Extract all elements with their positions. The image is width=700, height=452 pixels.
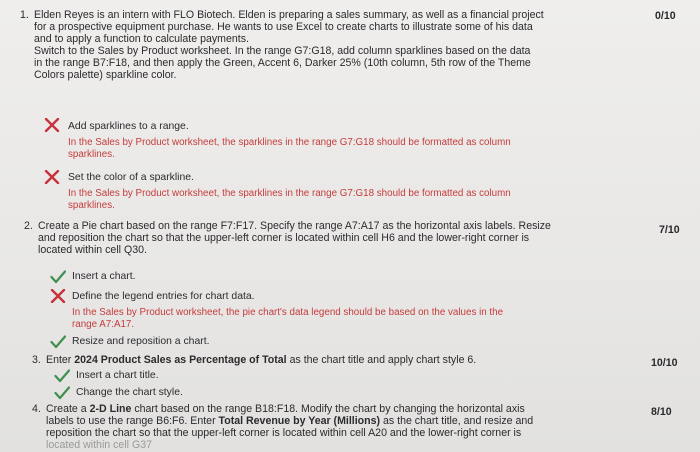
- question-number: 2.: [24, 220, 33, 232]
- check-label: Set the color of a sparkline.: [68, 172, 194, 183]
- question-text-line: Enter 2024 Product Sales as Percentage of Total as the chart title and apply chart style 6.: [46, 354, 477, 366]
- check-label: Insert a chart.: [72, 271, 136, 282]
- question-score: 0/10: [655, 10, 676, 22]
- x-mark-icon: [44, 170, 60, 184]
- checkmark-icon: [50, 335, 66, 349]
- chart-title-text: 2024 Product Sales as Percentage of Total: [74, 354, 287, 366]
- question-text-line: reposition the chart so that the upper-left corner is located within cell A20 and the lower-right corner is: [46, 427, 522, 439]
- question-score: 8/10: [651, 406, 672, 418]
- check-feedback: range A7:A17.: [72, 319, 135, 330]
- check-feedback: In the Sales by Product worksheet, the pie chart's data legend should be based on the values in the: [72, 307, 504, 318]
- check-feedback: In the Sales by Product worksheet, the sparklines in the range G7:G18 should be formatted as column: [68, 188, 511, 199]
- question-score: 10/10: [651, 357, 678, 369]
- check-label: Resize and reposition a chart.: [72, 336, 210, 347]
- x-mark-icon: [44, 118, 60, 132]
- checkmark-icon: [54, 386, 70, 400]
- question-text-line: Colors palette) sparkline color.: [34, 69, 177, 81]
- check-feedback: sparklines.: [68, 200, 115, 211]
- question-text-line: located within cell Q30.: [38, 244, 147, 256]
- question-text-line: and reposition the chart so that the upper-left corner is located within cell H6 and the lower-right corner is: [38, 232, 530, 244]
- check-label: Define the legend entries for chart data.: [72, 291, 255, 302]
- checkmark-icon: [50, 270, 66, 284]
- question-text-line: Switch to the Sales by Product worksheet. In the range G7:G18, add column sparklines based on the data: [34, 45, 531, 57]
- question-text-line: labels to use the range B6:F6. Enter Total Revenue by Year (Millions) as the chart title, and resize and: [46, 415, 534, 427]
- check-feedback: sparklines.: [68, 149, 115, 160]
- check-label: Change the chart style.: [76, 387, 183, 398]
- checkmark-icon: [54, 369, 70, 383]
- check-label: Add sparklines to a range.: [68, 121, 189, 132]
- check-feedback: In the Sales by Product worksheet, the sparklines in the range G7:G18 should be formatted as column: [68, 137, 511, 148]
- question-text-line: Create a Pie chart based on the range F7:F17. Specify the range A7:A17 as the horizontal axis labels. Resize: [38, 220, 551, 232]
- question-text-line: located within cell G37: [46, 439, 152, 451]
- question-number: 3.: [32, 354, 41, 366]
- x-mark-icon: [50, 289, 66, 303]
- question-text-line: Elden Reyes is an intern with FLO Biotech. Elden is preparing a sales summary, as well as a financial project: [34, 9, 544, 21]
- question-text-line: Create a 2-D Line chart based on the range B18:F18. Modify the chart by changing the horizontal axis: [46, 403, 525, 415]
- question-number: 4.: [32, 403, 41, 415]
- question-text-line: for a prospective equipment purchase. He wants to use Excel to create charts to illustrate some of his data: [34, 21, 533, 33]
- question-text-line: in the range B7:F18, and then apply the Green, Accent 6, Darker 25% (10th column, 5th row of the Theme: [34, 57, 531, 69]
- question-text-line: and to apply a function to calculate payments.: [34, 33, 249, 45]
- check-label: Insert a chart title.: [76, 370, 159, 381]
- question-number: 1.: [20, 9, 29, 21]
- question-score: 7/10: [659, 224, 680, 236]
